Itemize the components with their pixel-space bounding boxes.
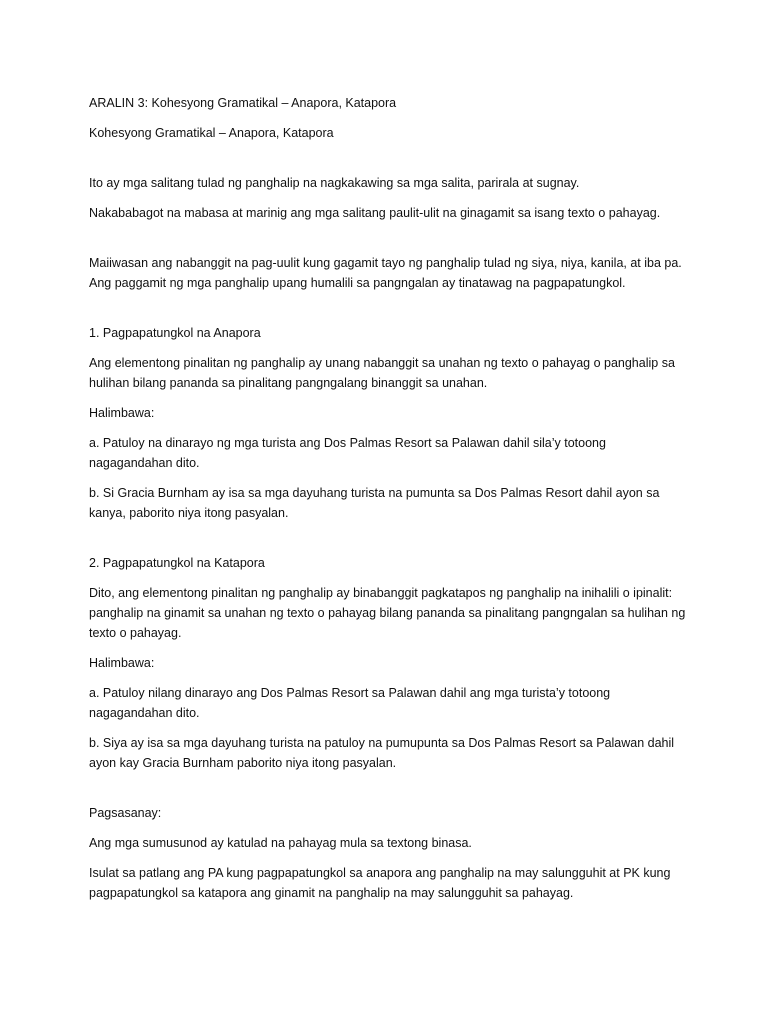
katapora-example-b: b. Siya ay isa sa mga dayuhang turista na patuloy na pumupunta sa Dos Palmas Resort sa Palawan dahil ayon kay Gracia Burnham paborito niya itong pasyalan. <box>89 736 675 770</box>
anapora-example-b: b. Si Gracia Burnham ay isa sa mga dayuhang turista na pumunta sa Dos Palmas Resort dahil ayon sa kanya, paborito niya itong pasyalan. <box>89 486 660 520</box>
exercise-instruction: Isulat sa patlang ang PA kung pagpapatungkol sa anapora ang panghalip na may salungguhit at PK kung pagpapatungkol sa katapora ang ginamit na panghalip na may salungguhit sa pahayag. <box>89 866 671 900</box>
anapora-heading: 1. Pagpapatungkol na Anapora <box>89 326 261 340</box>
lesson-title: ARALIN 3: Kohesyong Gramatikal – Anapora, Katapora <box>89 96 397 110</box>
katapora-definition: Dito, ang elementong pinalitan ng panghalip ay binabanggit pagkatapos ng panghalip na inihalili o ipinalit: panghalip na ginamit sa unahan ng texto o pahayag bilang pananda sa pinalitang pangngalan sa hulihan ng texto o pahayag. <box>89 586 686 640</box>
lesson-subtitle: Kohesyong Gramatikal – Anapora, Katapora <box>89 126 334 140</box>
pronoun-paragraph: Maiiwasan ang nabanggit na pag-uulit kung gagamit tayo ng panghalip tulad ng siya, niya, kanila, at iba pa. Ang paggamit ng mga panghalip upang humalili sa pangngalan ay tinatawag na pagpapatungkol. <box>89 256 682 290</box>
anapora-example-a: a. Patuloy na dinarayo ng mga turista ang Dos Palmas Resort sa Palawan dahil sila’y totoong nagagandahan dito. <box>89 436 606 470</box>
definition-paragraph: Ito ay mga salitang tulad ng panghalip na nagkakawing sa mga salita, parirala at sugnay. <box>89 176 580 190</box>
anapora-example-label: Halimbawa: <box>89 406 155 420</box>
katapora-heading: 2. Pagpapatungkol na Katapora <box>89 556 265 570</box>
exercise-heading: Pagsasanay: <box>89 806 162 820</box>
katapora-example-a: a. Patuloy nilang dinarayo ang Dos Palmas Resort sa Palawan dahil ang mga turista’y totoong nagagandahan dito. <box>89 686 611 720</box>
exercise-intro: Ang mga sumusunod ay katulad na pahayag mula sa textong binasa. <box>89 836 472 850</box>
repetition-paragraph: Nakababagot na mabasa at marinig ang mga salitang paulit-ulit na ginagamit sa isang texto o pahayag. <box>89 206 661 220</box>
katapora-example-label: Halimbawa: <box>89 656 155 670</box>
anapora-definition: Ang elementong pinalitan ng panghalip ay unang nabanggit sa unahan ng texto o pahayag o panghalip sa hulihan bilang pananda sa pinalitang pangngalang binanggit sa unahan. <box>89 356 675 390</box>
